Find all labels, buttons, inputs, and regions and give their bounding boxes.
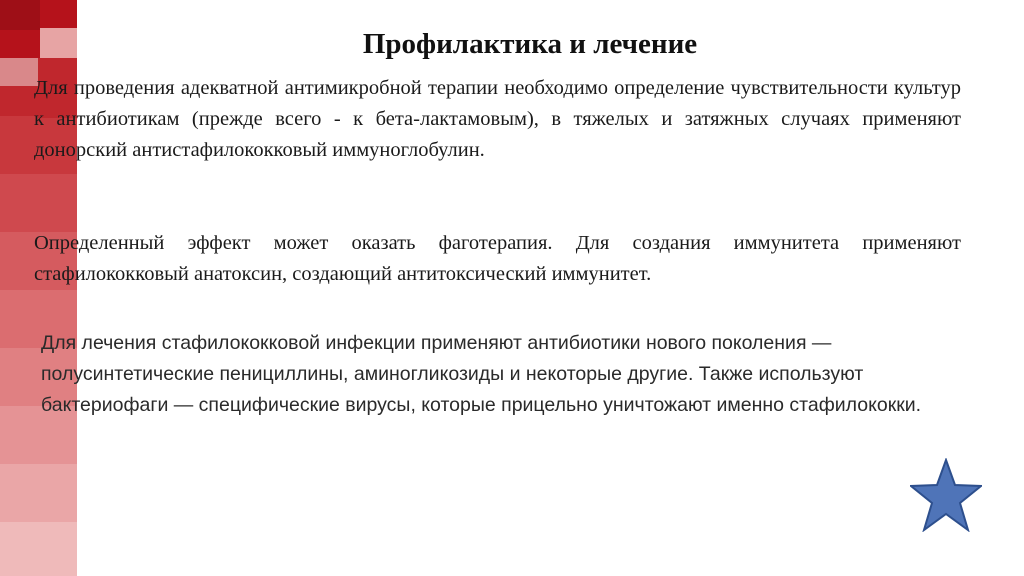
star-icon[interactable]	[910, 458, 982, 532]
paragraph-1: Для проведения адекватной антимикробной терапии необходимо определение чувствительности культур к антибиотикам (прежде всего - к бета-лактамовым), в тяжелых и затяжных случаях применяют донорский антистафилококковый иммуноглобулин.	[34, 77, 961, 161]
paragraph-3: Для лечения стафилококковой инфекции применяют антибиотики нового поколения — полусинтетические пенициллины, аминогликозиды и некоторые другие. Также используют бактериофаги — специфические вирусы, которые прицельно уничтожают именно стафилококки.	[41, 332, 922, 416]
band-accent-tile	[40, 28, 77, 58]
band-tile	[0, 522, 77, 576]
slide-title: Профилактика и лечение	[362, 28, 698, 60]
paragraph-2: Определенный эффект может оказать фаготерапия. Для создания иммунитета применяют стафилококковый анатоксин, создающий антитоксический иммунитет.	[34, 232, 961, 285]
band-tile	[0, 464, 77, 522]
star-shape	[911, 460, 981, 530]
band-accent-tile	[0, 0, 40, 30]
band-accent-tile	[0, 58, 38, 86]
band-tile	[0, 174, 77, 232]
